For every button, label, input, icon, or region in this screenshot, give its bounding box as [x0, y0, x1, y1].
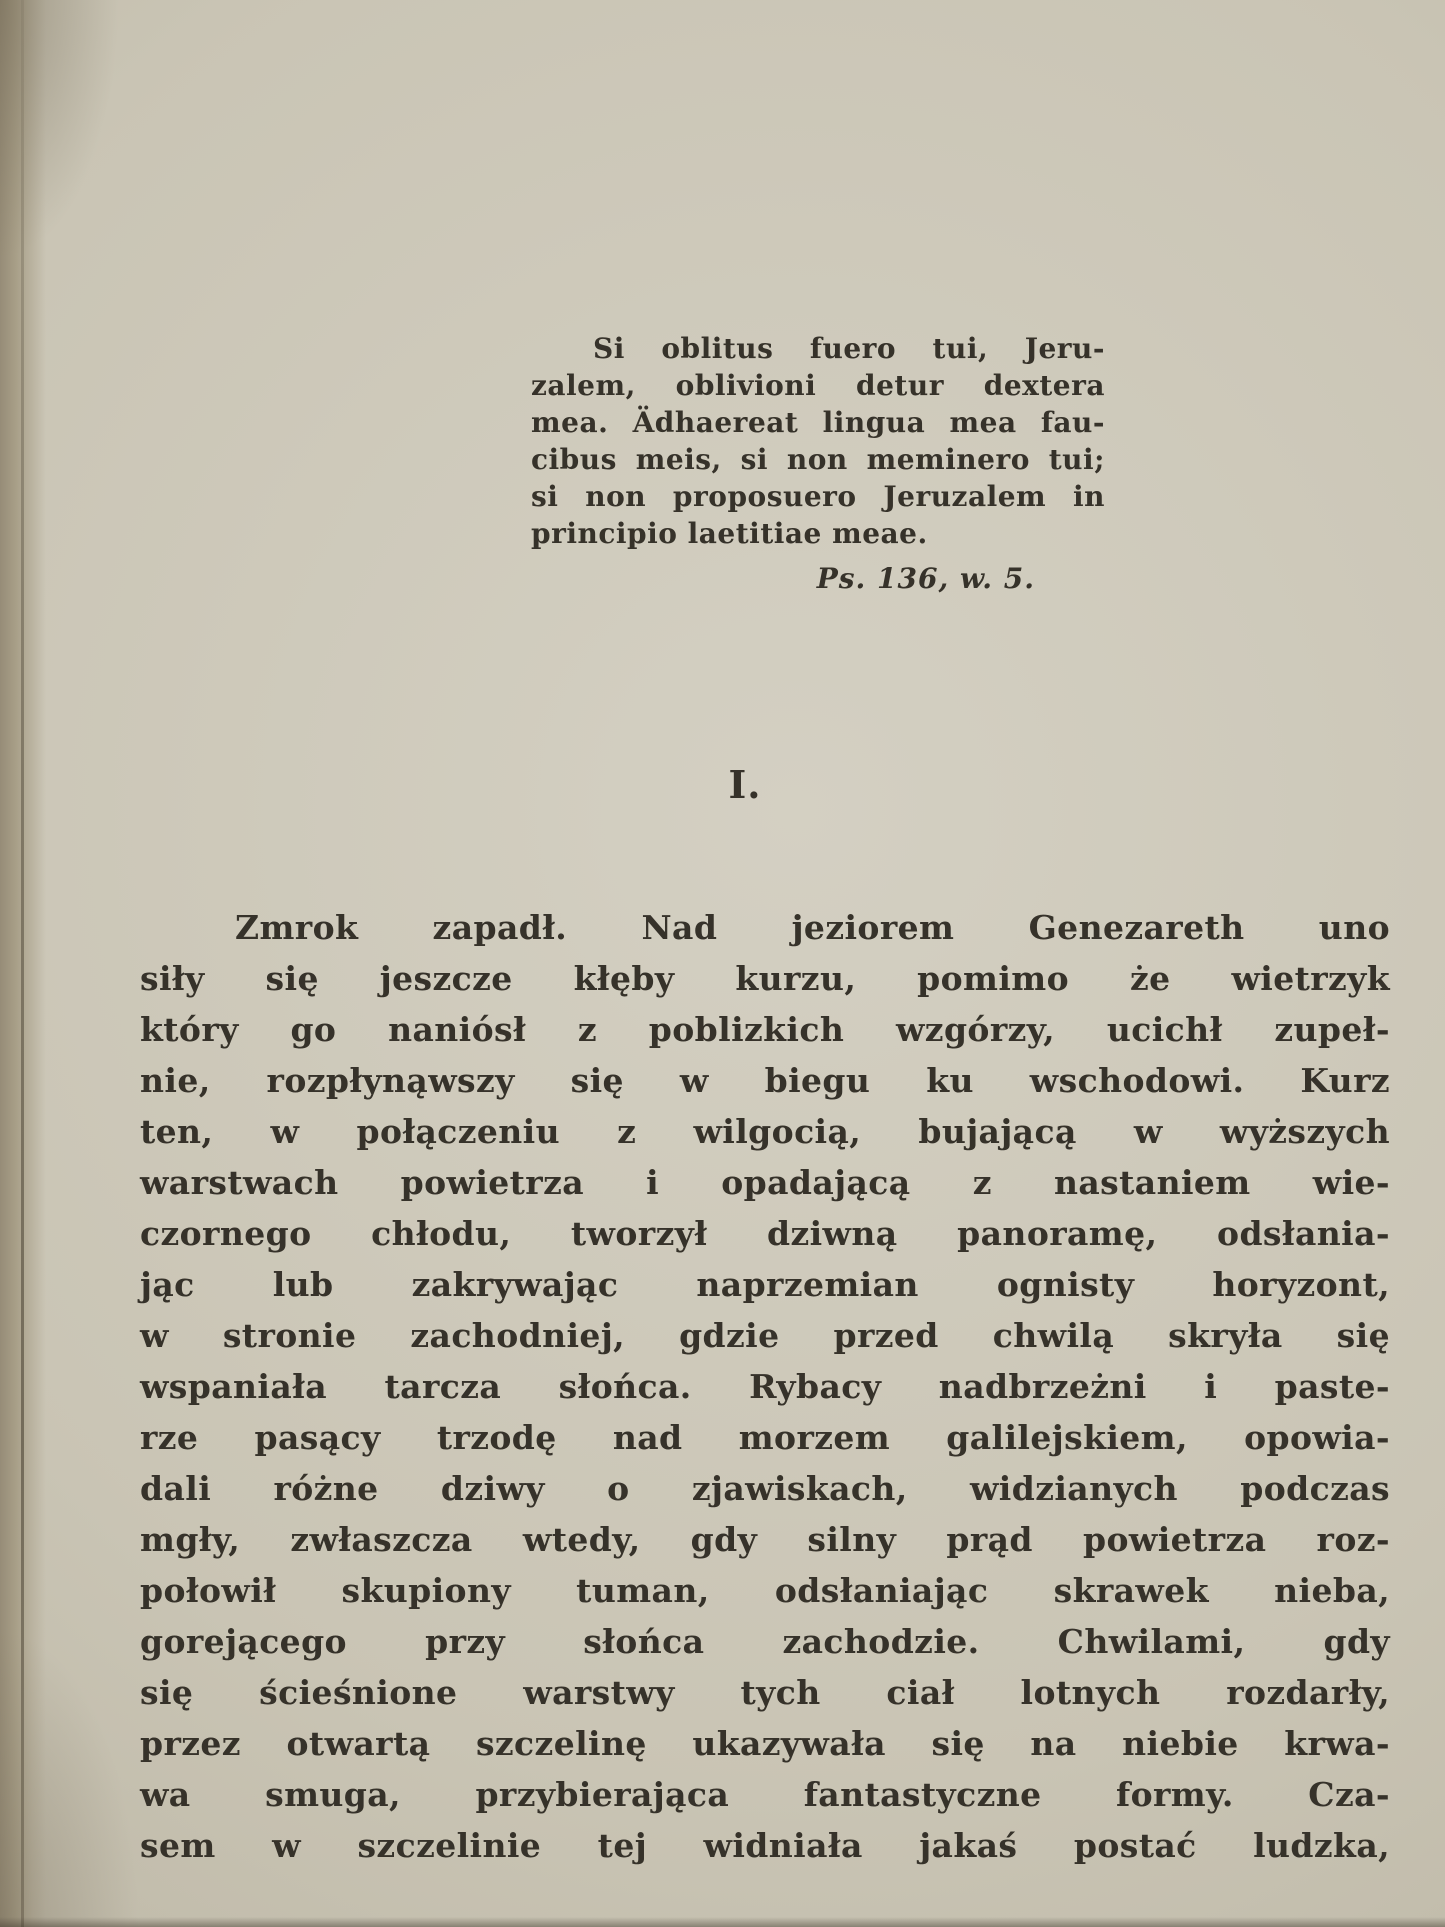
body-line: połowił skupiony tuman, odsłaniając skrawek nieba,	[140, 1571, 1390, 1610]
body-line: Zmrok zapadł. Nad jeziorem Genezareth uno	[235, 908, 1390, 947]
body-line: czornego chłodu, tworzył dziwną panoramę, odsłania-	[140, 1214, 1390, 1253]
body-line: który go naniósł z poblizkich wzgórzy, ucichł zupeł-	[140, 1010, 1390, 1049]
body-line: nie, rozpłynąwszy się w biegu ku wschodowi. Kurz	[140, 1061, 1390, 1100]
epigraph-line: principio laetitiae meae.	[531, 517, 928, 550]
body-line: wa smuga, przybierająca fantastyczne formy. Cza-	[140, 1775, 1390, 1814]
epigraph-line: si non proposuero Jeruzalem in	[531, 480, 1105, 513]
body-line: jąc lub zakrywając naprzemian ognisty horyzont,	[140, 1265, 1390, 1304]
epigraph-line: mea. Ädhaereat lingua mea fau-	[531, 406, 1105, 439]
epigraph-citation: Ps. 136, w. 5.	[816, 562, 1035, 595]
body-paragraph	[140, 902, 1390, 1871]
body-line: warstwach powietrza i opadającą z nastaniem wie-	[140, 1163, 1390, 1202]
epigraph-lines	[531, 330, 1105, 552]
chapter-heading: I.	[728, 762, 762, 807]
epigraph-line: Si oblitus fuero tui, Jeru-	[593, 332, 1105, 365]
epigraph-line: cibus meis, si non meminero tui;	[531, 443, 1105, 476]
page-bottom-edge	[0, 1917, 1445, 1927]
body-line: dali różne dziwy o zjawiskach, widzianych podczas	[140, 1469, 1390, 1508]
body-line: gorejącego przy słońca zachodzie. Chwilami, gdy	[140, 1622, 1390, 1661]
epigraph-line: zalem, oblivioni detur dextera	[531, 369, 1105, 402]
corner-shade-bottom	[0, 1627, 140, 1927]
body-line: ten, w połączeniu z wilgocią, bujającą w wyższych	[140, 1112, 1390, 1151]
body-line: sem w szczelinie tej widniała jakaś postać ludzka,	[140, 1826, 1390, 1865]
body-line: przez otwartą szczelinę ukazywała się na niebie krwa-	[140, 1724, 1390, 1763]
body-line: się ścieśnione warstwy tych ciał lotnych rozdarły,	[140, 1673, 1390, 1712]
body-line: rze pasący trzodę nad morzem galilejskiem, opowia-	[140, 1418, 1390, 1457]
body-line: w stronie zachodniej, gdzie przed chwilą skryła się	[140, 1316, 1390, 1355]
body-line: wspaniała tarcza słońca. Rybacy nadbrzeżni i paste-	[140, 1367, 1390, 1406]
corner-shade-top	[0, 0, 120, 260]
body-line: siły się jeszcze kłęby kurzu, pomimo że wietrzyk	[140, 959, 1390, 998]
body-line: mgły, zwłaszcza wtedy, gdy silny prąd powietrza roz-	[140, 1520, 1390, 1559]
epigraph	[531, 330, 1105, 595]
